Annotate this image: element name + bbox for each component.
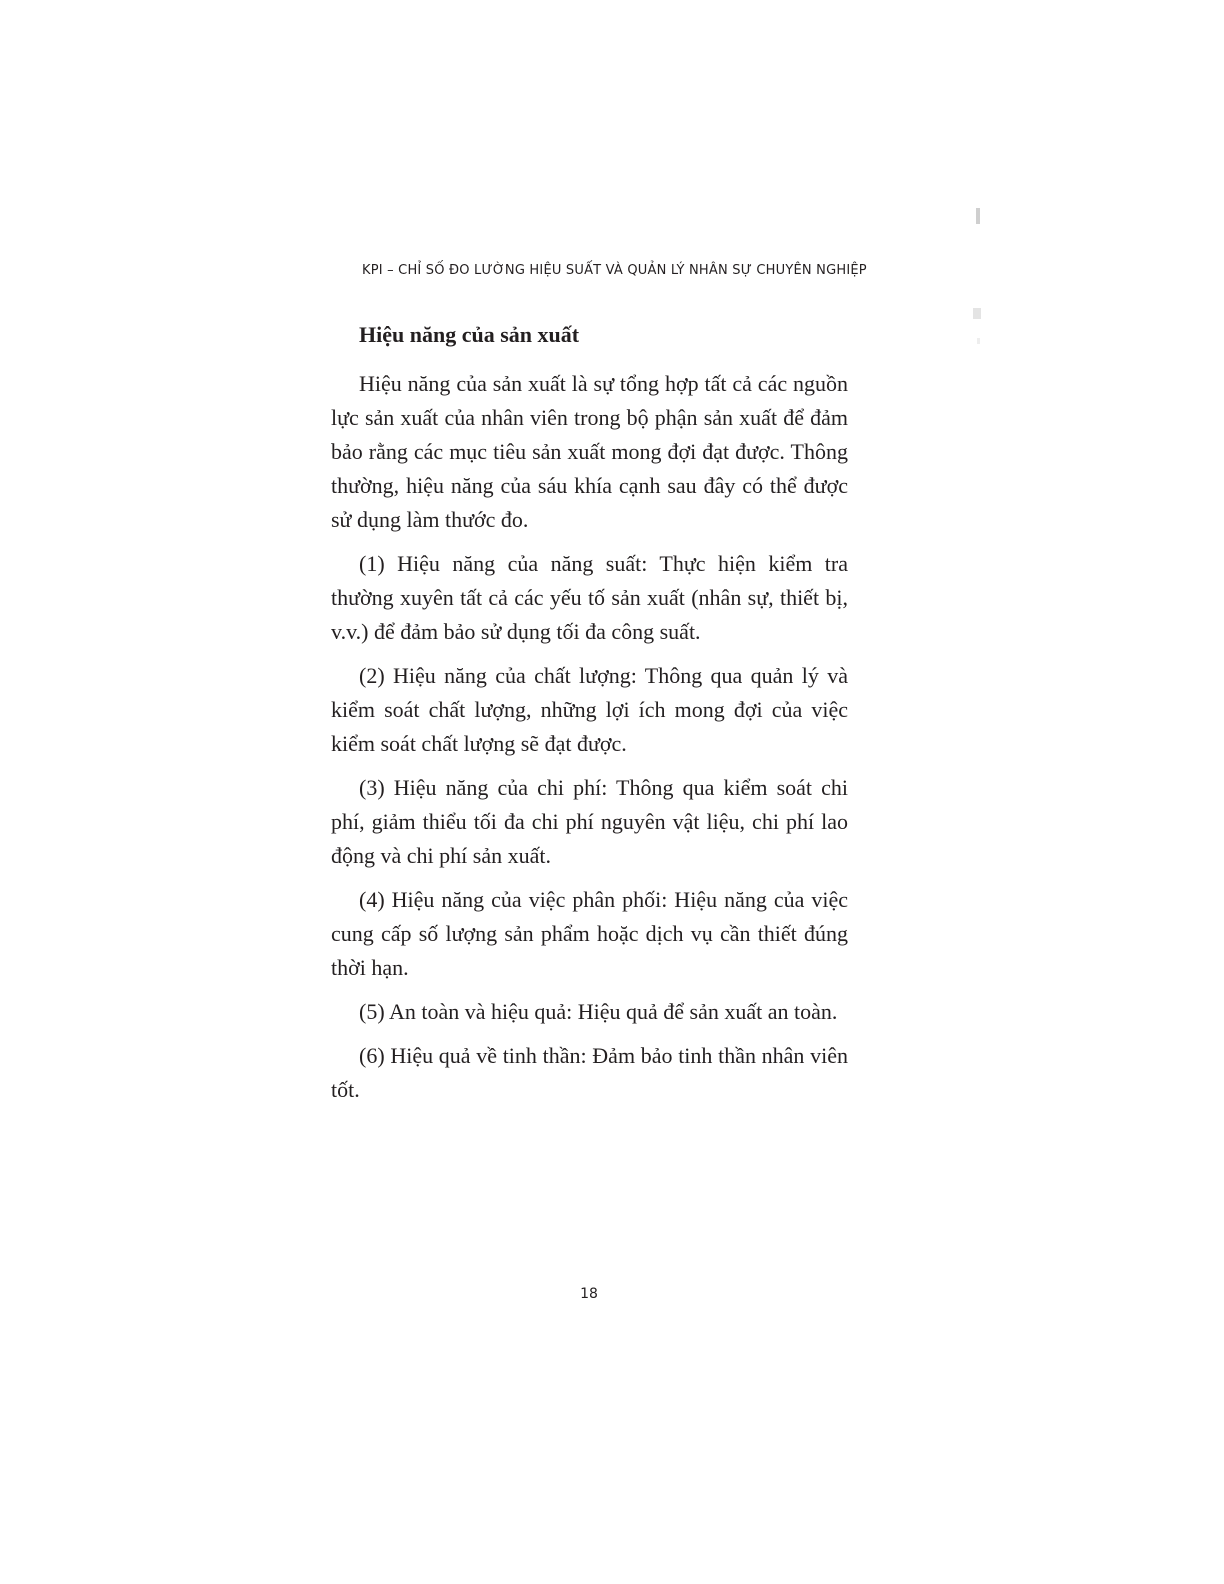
scan-artifact-mark xyxy=(976,208,980,224)
paragraph-item-4: (4) Hiệu năng của việc phân phối: Hiệu năng của việc cung cấp số lượng sản phẩm hoặc dịch vụ cần thiết đúng thời hạn. xyxy=(331,887,848,980)
paragraph-item-6: (6) Hiệu quả về tinh thần: Đảm bảo tinh thần nhân viên tốt. xyxy=(331,1043,848,1102)
page-number: 18 xyxy=(580,1286,598,1302)
paragraph-item-3: (3) Hiệu năng của chi phí: Thông qua kiểm soát chi phí, giảm thiểu tối đa chi phí nguyên vật liệu, chi phí lao động và chi phí sản xuất. xyxy=(331,775,848,868)
section-title: Hiệu năng của sản xuất xyxy=(359,322,580,347)
body-text xyxy=(331,367,848,1117)
paragraph-item-5: (5) An toàn và hiệu quả: Hiệu quả để sản xuất an toàn. xyxy=(359,999,838,1024)
paragraph-item-1: (1) Hiệu năng của năng suất: Thực hiện kiểm tra thường xuyên tất cả các yếu tố sản xuất (nhân sự, thiết bị, v.v.) để đảm bảo sử dụng tối đa công suất. xyxy=(331,551,848,644)
running-header: KPI – CHỈ SỐ ĐO LƯỜNG HIỆU SUẤT VÀ QUẢN LÝ NHÂN SỰ CHUYÊN NGHIỆP xyxy=(362,263,867,278)
scan-artifact-mark xyxy=(977,338,980,344)
paragraph-item-2: (2) Hiệu năng của chất lượng: Thông qua quản lý và kiểm soát chất lượng, những lợi ích mong đợi của việc kiểm soát chất lượng sẽ đạt được. xyxy=(331,663,848,756)
scan-artifact-mark xyxy=(973,308,981,319)
paragraph-intro: Hiệu năng của sản xuất là sự tổng hợp tất cả các nguồn lực sản xuất của nhân viên trong bộ phận sản xuất để đảm bảo rằng các mục tiêu sản xuất mong đợi đạt được. Thông thường, hiệu năng của sáu khía cạnh sau đây có thể được sử dụng làm thước đo. xyxy=(331,371,848,532)
